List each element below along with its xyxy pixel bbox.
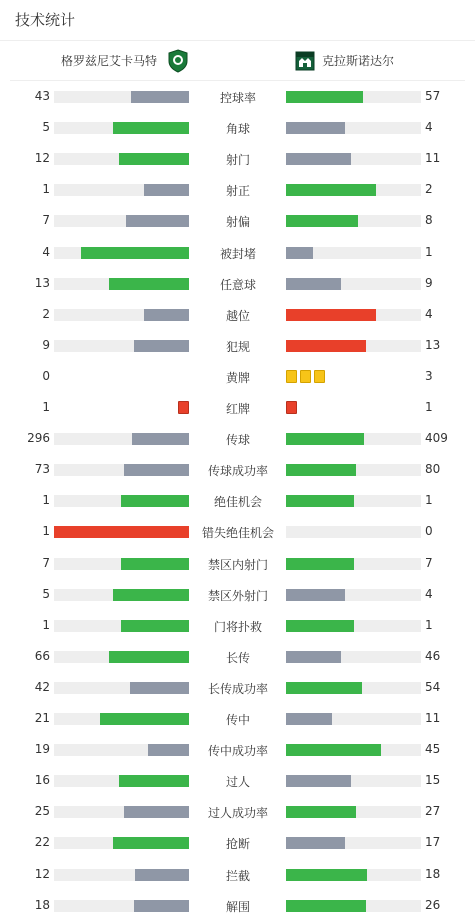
stat-label: 射偏: [225, 215, 250, 230]
home-cards: [178, 401, 189, 415]
home-bar-fill: [135, 869, 189, 881]
away-value: 1: [425, 493, 433, 508]
home-bar-fill: [109, 278, 189, 290]
stat-row: [0, 330, 475, 361]
stat-row: [0, 672, 475, 703]
home-bar-track: [54, 464, 189, 476]
stat-label: 射正: [225, 184, 250, 199]
away-value: 0: [425, 524, 433, 539]
away-value: 46: [425, 648, 441, 663]
home-value: 5: [42, 120, 50, 135]
stat-row: [0, 765, 475, 796]
home-bar-track: [54, 620, 189, 632]
away-bar-track: [286, 900, 421, 912]
home-bar-fill: [131, 91, 189, 103]
away-bar-track: [286, 837, 421, 849]
red-card-icon: [286, 401, 297, 414]
stat-row: [0, 703, 475, 734]
away-value: 57: [425, 89, 441, 103]
home-value: 1: [42, 524, 50, 539]
stat-row: [0, 268, 475, 299]
away-bar-track: [286, 122, 421, 134]
red-card-icon: [178, 401, 189, 414]
away-cards: [286, 401, 297, 415]
home-value: 43: [34, 89, 50, 103]
away-bar-track: [286, 713, 421, 725]
stat-row: [0, 796, 475, 827]
home-value: 12: [34, 151, 50, 166]
away-bar-track: [286, 526, 421, 538]
stat-label: 任意球: [219, 277, 256, 292]
away-bar-track: [286, 558, 421, 570]
away-bar-fill: [286, 620, 354, 632]
away-value: 13: [425, 337, 441, 352]
home-bar-track: [54, 589, 189, 601]
home-bar-fill: [144, 309, 189, 321]
stat-label: 传中: [225, 713, 250, 727]
home-bar-track: [54, 900, 189, 912]
stat-row: [0, 392, 475, 423]
stat-label: 越位: [225, 308, 250, 323]
away-bar-fill: [286, 340, 366, 352]
home-value: 21: [34, 711, 50, 725]
away-bar-fill: [286, 775, 351, 787]
stat-row: [0, 205, 475, 236]
away-bar-track: [286, 806, 421, 818]
home-value: 1: [42, 617, 50, 632]
home-bar-track: [54, 91, 189, 103]
home-bar-track: [54, 651, 189, 663]
stat-label: 控球率: [219, 91, 256, 105]
away-value: 8: [425, 213, 433, 228]
home-bar-track: [54, 184, 189, 196]
home-value: 19: [34, 742, 50, 757]
stat-row: [0, 579, 475, 610]
away-bar-track: [286, 682, 421, 694]
away-bar-fill: [286, 806, 356, 818]
home-bar-track: [54, 837, 189, 849]
away-bar-track: [286, 495, 421, 507]
home-bar-fill: [119, 775, 189, 787]
stat-label: 被封堵: [219, 246, 256, 261]
home-value: 9: [42, 337, 50, 352]
stat-label: 传中成功率: [207, 744, 268, 759]
away-bar-track: [286, 589, 421, 601]
teams-header: [10, 41, 465, 80]
away-value: 1: [425, 617, 433, 632]
home-bar-track: [54, 309, 189, 321]
home-value: 13: [34, 275, 50, 290]
away-bar-track: [286, 340, 421, 352]
away-bar-fill: [286, 558, 354, 570]
home-value: 0: [42, 368, 50, 383]
away-value: 11: [425, 151, 441, 166]
away-bar-fill: [286, 215, 358, 227]
away-value: 4: [425, 586, 433, 601]
away-bar-fill: [286, 713, 332, 725]
home-value: 12: [34, 866, 50, 881]
home-bar-track: [54, 526, 189, 538]
home-value: 1: [42, 493, 50, 508]
stat-label: 传球成功率: [207, 464, 268, 479]
away-value: 11: [425, 711, 441, 725]
away-value: 17: [425, 835, 441, 850]
stat-row: [0, 361, 475, 392]
home-value: 1: [42, 400, 50, 414]
stat-label: 长传: [225, 650, 250, 665]
away-team[interactable]: [294, 41, 394, 80]
away-value: 4: [425, 306, 433, 321]
away-bar-track: [286, 215, 421, 227]
away-cards: [286, 370, 325, 384]
stat-label: 黄牌: [225, 370, 250, 385]
away-bar-fill: [286, 433, 364, 445]
stat-label: 抢断: [225, 837, 250, 852]
away-bar-track: [286, 775, 421, 787]
section-title: 技术统计: [15, 11, 76, 29]
home-value: 7: [42, 555, 50, 570]
home-bar-track: [54, 433, 189, 445]
stat-label: 门将扑救: [213, 619, 262, 634]
stat-label: 拦截: [225, 868, 250, 883]
stat-row: [0, 890, 475, 921]
away-bar-fill: [286, 122, 345, 134]
yellow-card-icon: [286, 370, 297, 383]
away-bar-fill: [286, 682, 362, 694]
away-bar-fill: [286, 247, 313, 259]
home-bar-fill: [54, 526, 189, 538]
away-bar-track: [286, 247, 421, 259]
stat-label: 传球: [225, 433, 250, 448]
away-bar-fill: [286, 651, 341, 663]
home-bar-fill: [144, 184, 189, 196]
home-bar-fill: [148, 744, 189, 756]
home-bar-track: [54, 340, 189, 352]
home-value: 16: [34, 773, 50, 788]
home-bar-fill: [124, 806, 189, 818]
away-value: 2: [425, 182, 433, 197]
stat-row: [0, 641, 475, 672]
home-bar-fill: [124, 464, 189, 476]
home-bar-track: [54, 558, 189, 570]
stat-label: 角球: [225, 122, 250, 137]
home-value: 66: [34, 648, 50, 663]
stat-label: 长传成功率: [207, 681, 268, 696]
home-value: 296: [27, 431, 50, 446]
away-bar-track: [286, 153, 421, 165]
home-bar-track: [54, 495, 189, 507]
stat-label: 射门: [225, 153, 250, 168]
stat-row: [0, 485, 475, 516]
home-value: 25: [34, 804, 50, 819]
away-bar-track: [286, 869, 421, 881]
away-value: 1: [425, 244, 433, 259]
stat-row: [0, 112, 475, 143]
away-value: 45: [425, 742, 441, 757]
home-bar-fill: [126, 215, 189, 227]
away-bar-fill: [286, 91, 363, 103]
away-value: 7: [425, 555, 433, 570]
home-bar-fill: [109, 651, 189, 663]
away-team-name: 克拉斯诺达尔: [322, 54, 395, 68]
away-bar-fill: [286, 589, 345, 601]
home-bar-track: [54, 215, 189, 227]
away-value: 80: [425, 462, 441, 477]
home-value: 2: [42, 306, 50, 321]
home-bar-fill: [130, 682, 189, 694]
home-bar-track: [54, 744, 189, 756]
away-value: 27: [425, 804, 441, 819]
away-bar-fill: [286, 495, 354, 507]
away-value: 4: [425, 120, 433, 135]
yellow-card-icon: [300, 370, 311, 383]
home-bar-fill: [81, 247, 189, 259]
home-value: 1: [42, 182, 50, 197]
stat-row: [0, 454, 475, 485]
home-value: 7: [42, 213, 50, 228]
yellow-card-icon: [314, 370, 325, 383]
home-bar-fill: [119, 153, 189, 165]
away-bar-fill: [286, 153, 351, 165]
away-value: 409: [425, 431, 448, 446]
stat-label: 禁区内射门: [207, 557, 268, 572]
away-bar-track: [286, 620, 421, 632]
stat-label: 错失绝佳机会: [201, 526, 274, 541]
home-bar-track: [54, 247, 189, 259]
away-value: 3: [425, 368, 433, 383]
stat-label: 绝佳机会: [213, 495, 262, 510]
stat-row: [0, 174, 475, 205]
away-bar-fill: [286, 184, 376, 196]
away-bar-track: [286, 651, 421, 663]
home-value: 42: [34, 679, 50, 694]
home-team-name: 格罗兹尼艾卡马特: [60, 54, 157, 68]
stat-label: 犯规: [225, 339, 250, 354]
stat-label: 过人成功率: [207, 806, 268, 821]
away-bar-track: [286, 91, 421, 103]
away-value: 1: [425, 400, 433, 414]
stat-label: 过人: [225, 775, 250, 790]
home-value: 4: [42, 244, 50, 259]
stat-row: [0, 299, 475, 330]
home-value: 73: [34, 462, 50, 477]
stat-label: 解围: [225, 899, 250, 914]
home-bar-track: [54, 869, 189, 881]
home-bar-track: [54, 682, 189, 694]
away-bar-fill: [286, 278, 341, 290]
stat-row: [0, 734, 475, 765]
away-bar-track: [286, 184, 421, 196]
away-bar-fill: [286, 900, 366, 912]
home-bar-track: [54, 713, 189, 725]
stat-row: [0, 423, 475, 454]
away-value: 15: [425, 773, 441, 788]
away-bar-track: [286, 433, 421, 445]
akhmat-crest-icon: [167, 49, 189, 73]
home-bar-fill: [100, 713, 189, 725]
home-bar-fill: [113, 589, 189, 601]
away-bar-track: [286, 309, 421, 321]
stat-row: [0, 859, 475, 890]
home-bar-track: [54, 153, 189, 165]
away-value: 9: [425, 275, 433, 290]
away-bar-fill: [286, 309, 376, 321]
stat-row: [0, 827, 475, 858]
home-bar-track: [54, 122, 189, 134]
away-value: 26: [425, 897, 441, 912]
home-team[interactable]: [61, 41, 189, 80]
home-bar-track: [54, 775, 189, 787]
stat-row: [0, 548, 475, 579]
away-bar-fill: [286, 744, 381, 756]
home-bar-fill: [132, 433, 189, 445]
away-value: 18: [425, 866, 441, 881]
stat-row: [0, 81, 475, 112]
home-bar-fill: [134, 340, 189, 352]
home-bar-fill: [121, 620, 189, 632]
stat-label: 禁区外射门: [207, 588, 268, 603]
home-bar-fill: [113, 122, 189, 134]
away-bar-fill: [286, 464, 356, 476]
away-bar-fill: [286, 837, 345, 849]
stat-row: [0, 237, 475, 268]
stat-row: [0, 143, 475, 174]
home-bar-track: [54, 278, 189, 290]
stat-label: 红牌: [225, 402, 250, 416]
away-bar-fill: [286, 869, 367, 881]
home-value: 5: [42, 586, 50, 601]
away-bar-track: [286, 464, 421, 476]
home-bar-fill: [113, 837, 189, 849]
away-value: 54: [425, 679, 441, 694]
home-value: 18: [34, 897, 50, 912]
home-bar-fill: [121, 495, 189, 507]
krasnodar-crest-icon: [294, 49, 316, 73]
stat-row: [0, 610, 475, 641]
home-bar-fill: [134, 900, 189, 912]
away-bar-track: [286, 278, 421, 290]
away-bar-track: [286, 744, 421, 756]
home-bar-fill: [121, 558, 189, 570]
home-value: 22: [34, 835, 50, 850]
home-bar-track: [54, 806, 189, 818]
stat-row: [0, 516, 475, 547]
